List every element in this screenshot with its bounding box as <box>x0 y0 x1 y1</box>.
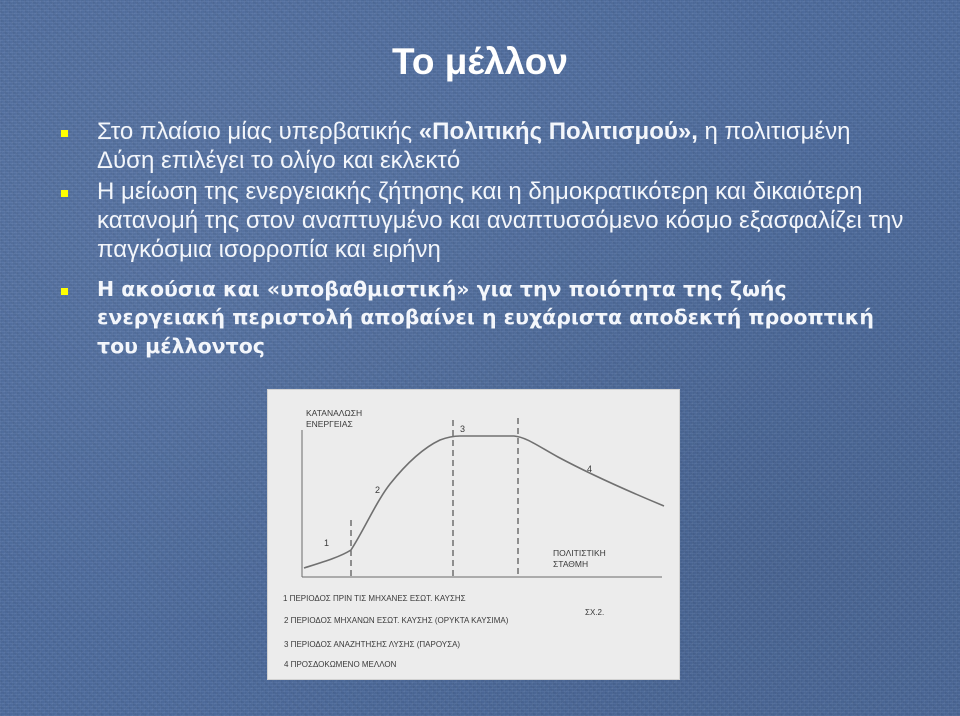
bullet-marker <box>61 190 68 197</box>
phase-label-4: 4 <box>587 464 593 474</box>
bullet-1-bold-phrase: «Πολιτικής Πολιτισμού», <box>418 118 698 145</box>
y-axis-label-line-2: ΕΝΕΡΓΕΙΑΣ <box>306 419 353 429</box>
bullet-2-line-2: κατανομή της στον αναπτυγμένο και αναπτυσσόμενο κόσμο εξασφαλίζει την <box>97 207 904 234</box>
bullet-1-text-end: η πολιτισμένη <box>697 118 851 145</box>
bullet-1-line-2: Δύση επιλέγει το ολίγο και εκλεκτό <box>97 147 461 174</box>
bullet-3-line-3: του μέλλοντος <box>97 334 265 358</box>
bullet-marker <box>61 288 68 295</box>
bullet-2-line-3: παγκόσμια ισορροπία και ειρήνη <box>97 236 441 263</box>
energy-consumption-curve <box>304 436 664 568</box>
y-axis-label-line-1: ΚΑΤΑΝΑΛΩΣΗ <box>306 408 363 418</box>
bullet-1-line-1 <box>97 117 850 146</box>
legend-item-1: 1 ΠΕΡΙΟΔΟΣ ΠΡΙΝ ΤΙΣ ΜΗΧΑΝΕΣ ΕΣΩΤ. ΚΑΥΣΗΣ <box>283 594 466 603</box>
legend-item-4: 4 ΠΡΟΣΔΟΚΩΜΕΝΟ ΜΕΛΛΟΝ <box>284 660 397 669</box>
phase-label-2: 2 <box>375 485 381 495</box>
legend-item-3: 3 ΠΕΡΙΟΔΟΣ ΑΝΑΖΗΤΗΣΗΣ ΛΥΣΗΣ (ΠΑΡΟΥΣΑ) <box>284 640 461 649</box>
phase-label-1: 1 <box>324 538 330 548</box>
x-axis-label-line-2: ΣΤΑΘΜΗ <box>553 559 589 569</box>
bullet-3-line-2: ενεργειακή περιστολή αποβαίνει η ευχάριστα αποδεκτή προοπτική <box>97 305 874 329</box>
bullet-2-line-1: Η μείωση της ενεργειακής ζήτησης και η δημοκρατικότερη και δικαιότερη <box>97 178 863 205</box>
phase-label-3: 3 <box>460 424 466 434</box>
x-axis-label-line-1: ΠΟΛΙΤΙΣΤΙΚΗ <box>553 548 606 558</box>
bullet-3-line-1: Η ακούσια και «υποβαθμιστική» για την ποιότητα της ζωής <box>97 277 787 301</box>
energy-diagram-figure <box>267 389 680 680</box>
energy-diagram <box>268 390 680 680</box>
bullet-1-text-start: Στο πλαίσιο μίας υπερβατικής <box>97 118 419 145</box>
legend-item-2: 2 ΠΕΡΙΟΔΟΣ ΜΗΧΑΝΩΝ ΕΣΩΤ. ΚΑΥΣΗΣ (ΟΡΥΚΤΑ ΚΑΥΣΙΜΑ) <box>284 616 509 625</box>
bullet-marker <box>61 130 68 137</box>
slide-title: Το μέλλον <box>392 41 568 82</box>
figure-caption: ΣΧ.2. <box>585 608 605 617</box>
